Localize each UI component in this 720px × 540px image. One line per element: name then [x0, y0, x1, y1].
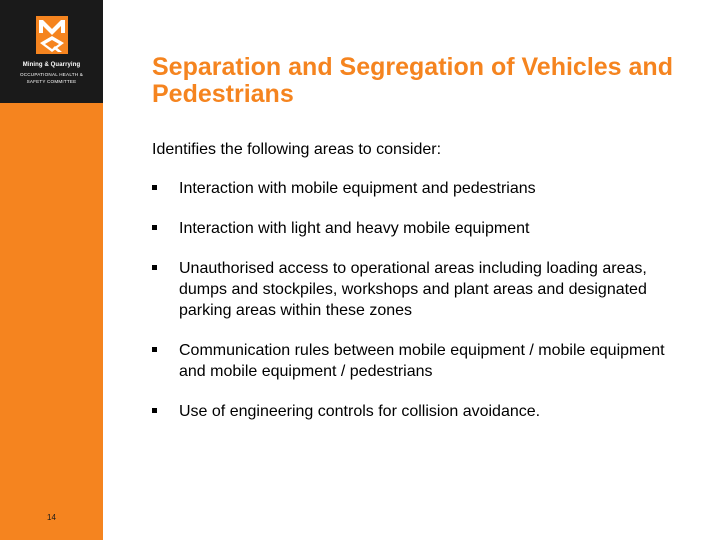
list-item-text: Interaction with light and heavy mobile equipment — [179, 220, 530, 237]
list-item-text: Use of engineering controls for collision avoidance. — [179, 403, 541, 420]
list-item — [152, 340, 682, 382]
list-item — [152, 401, 682, 422]
list-item — [152, 258, 682, 321]
list-item — [152, 218, 682, 239]
list-item — [152, 178, 682, 199]
logo-line1: Mining & Quarrying — [22, 62, 81, 68]
sidebar — [0, 0, 103, 540]
square-bullet-icon — [152, 408, 157, 413]
square-bullet-icon — [152, 185, 157, 190]
mq-logo-icon — [36, 16, 68, 54]
list-item-text: Communication rules between mobile equipment / mobile equipment and mobile equipment / pedestrians — [179, 342, 665, 380]
page-number: 14 — [47, 513, 56, 522]
bullet-list — [152, 178, 682, 441]
logo — [0, 0, 103, 103]
list-item-text: Interaction with mobile equipment and pedestrians — [179, 180, 536, 197]
intro-text: Identifies the following areas to consider: — [152, 141, 442, 158]
square-bullet-icon — [152, 265, 157, 270]
logo-line2: OCCUPATIONAL HEALTH & — [20, 72, 83, 77]
square-bullet-icon — [152, 225, 157, 230]
list-item-text: Unauthorised access to operational areas including loading areas, dumps and stockpiles, workshops and plant areas and designated parking areas within these zones — [179, 260, 647, 319]
slide-title: Separation and Segregation of Vehicles and Pedestrians — [152, 53, 673, 108]
square-bullet-icon — [152, 347, 157, 352]
logo-line3: SAFETY COMMITTEE — [26, 79, 77, 84]
